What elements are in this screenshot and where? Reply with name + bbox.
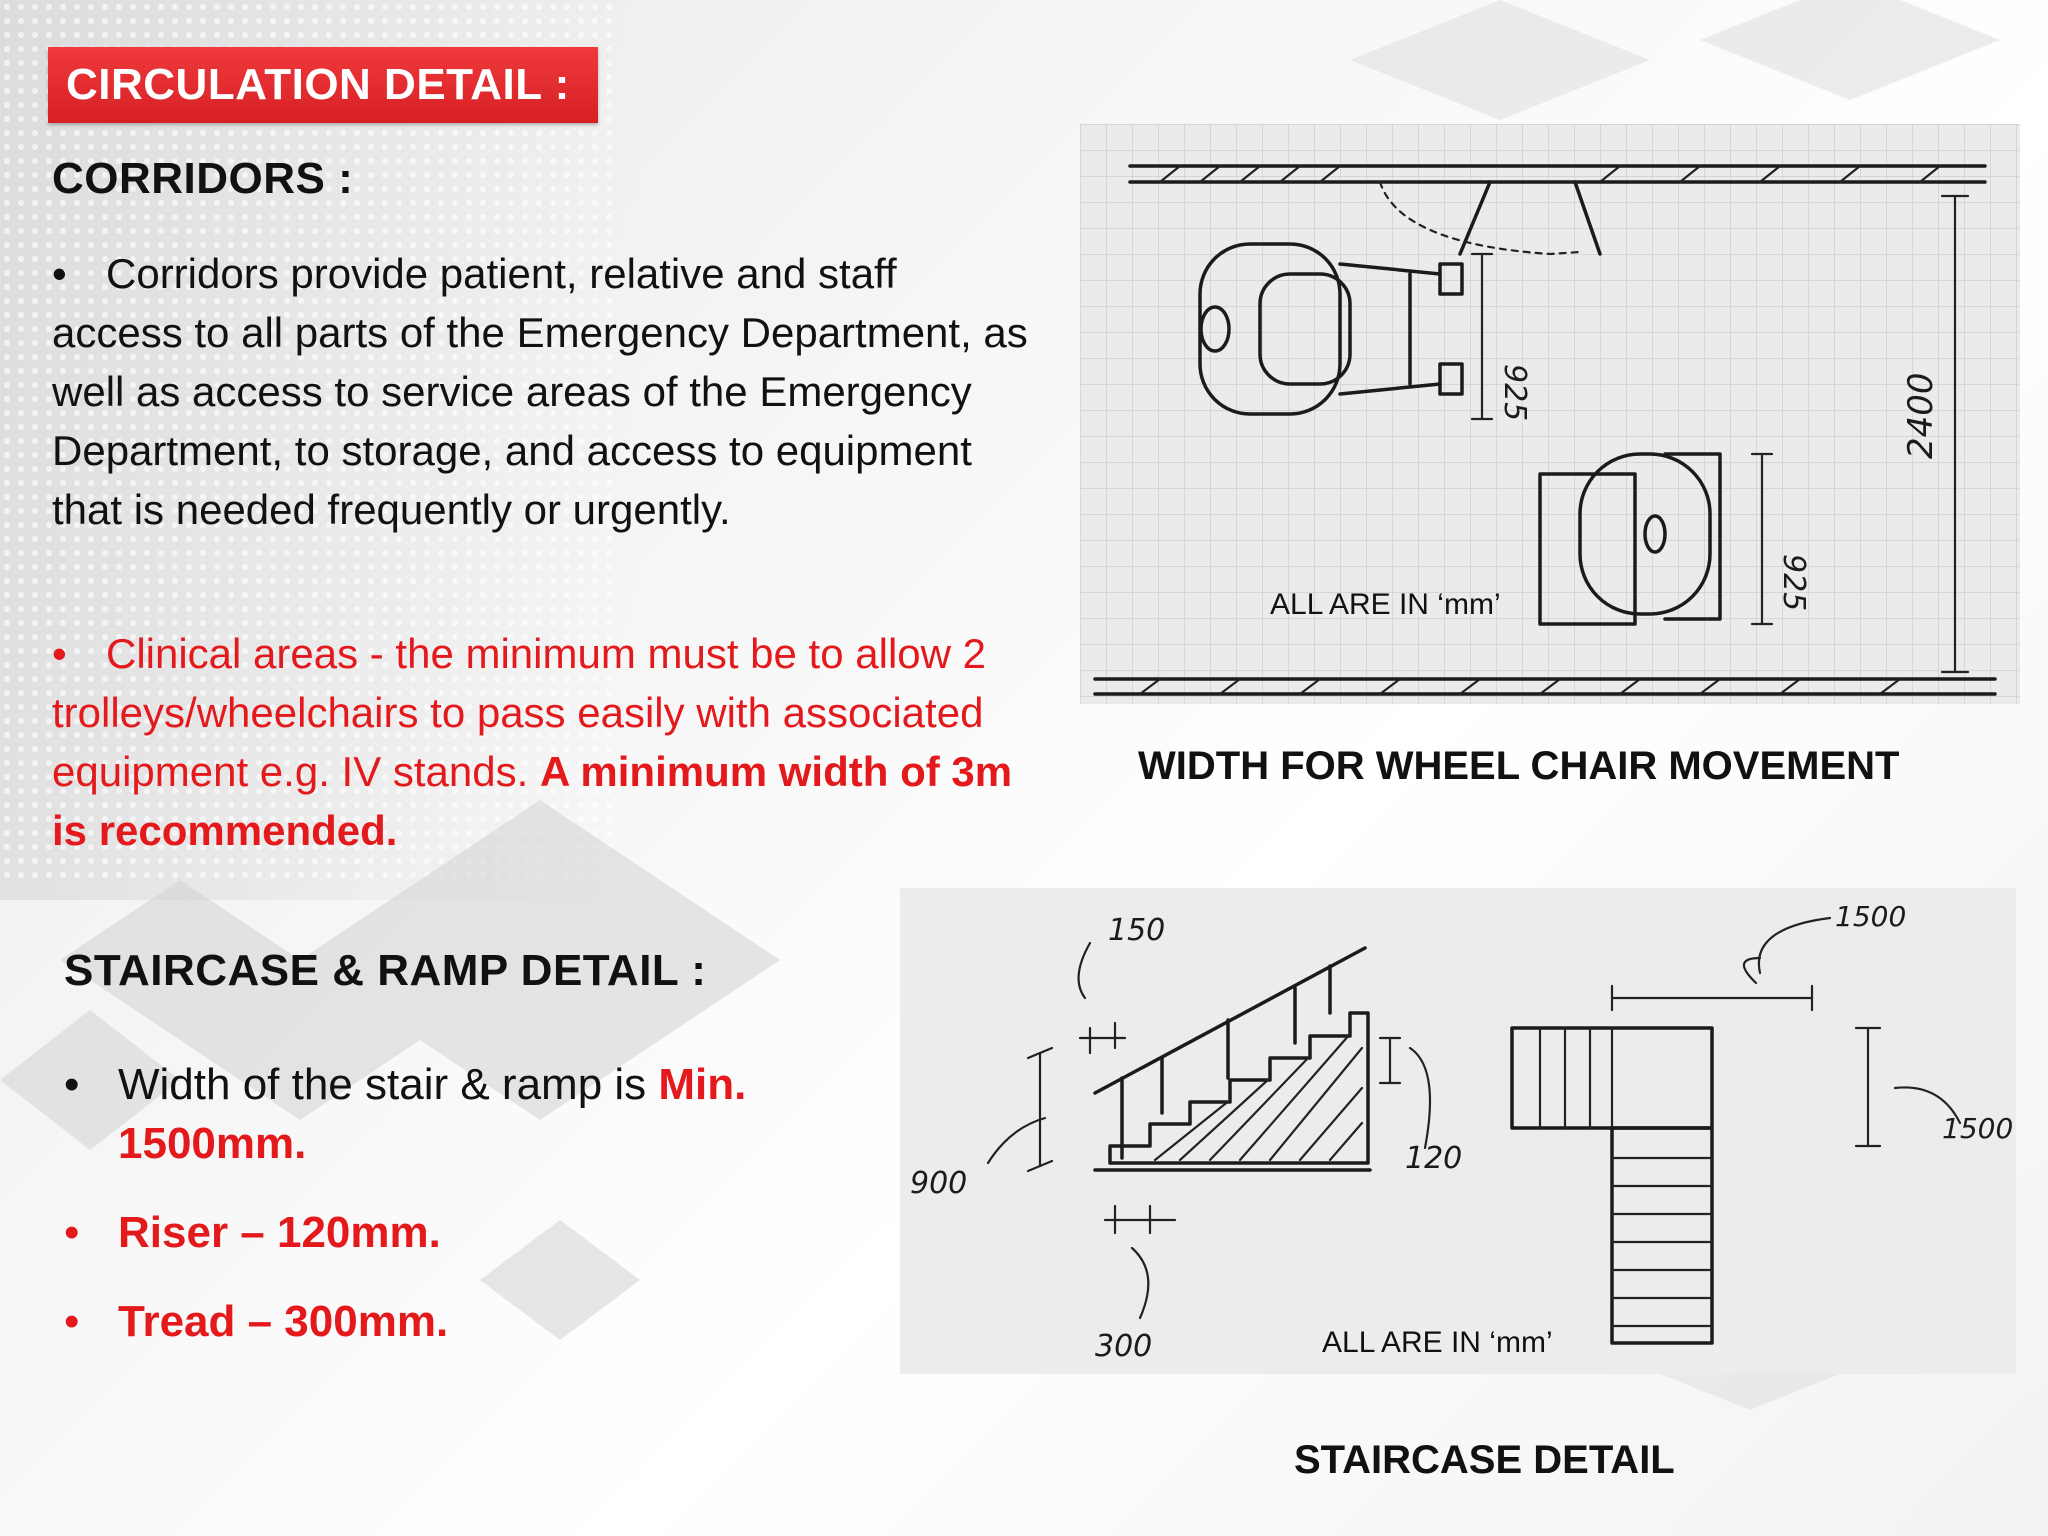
- label-120: 120: [1405, 1141, 1463, 1176]
- stair-plan: [1512, 1028, 1712, 1343]
- stair-section-dimensions: [988, 943, 1430, 1318]
- staircase-item-riser: [64, 1203, 824, 1262]
- corridors-bullet-1: [52, 244, 1032, 539]
- staircase-item-tread-text: Tread – 300mm.: [118, 1297, 449, 1346]
- staircase-item-tread: [64, 1292, 824, 1351]
- staircase-units-note: ALL ARE IN ‘mm’: [1322, 1326, 1553, 1359]
- staircase-caption: STAIRCASE DETAIL: [1294, 1438, 1675, 1482]
- corridors-heading: CORRIDORS :: [52, 154, 354, 203]
- staircase-item-width-text: Width of the stair & ramp is: [118, 1060, 647, 1109]
- wheelchair-sketch: [1080, 124, 2020, 704]
- staircase-item-width-value: Min. 1500mm.: [118, 1060, 747, 1168]
- wheelchair-caption: WIDTH FOR WHEEL CHAIR MOVEMENT: [1138, 744, 1900, 788]
- staircase-figure: [900, 888, 2016, 1374]
- corridors-bullet-1-text: Corridors provide patient, relative and staff access to all parts of the Emergency Department, as well as access to service areas of the Emergency Department, to storage, and access to equipment that is needed frequently or urgently.: [52, 250, 1028, 533]
- label-925-bottom: 925: [1776, 554, 1811, 612]
- corridors-bullet-2: [52, 624, 1032, 860]
- bullet-dot: •: [64, 1060, 80, 1109]
- label-300: 300: [1095, 1329, 1153, 1364]
- label-150: 150: [1108, 913, 1166, 948]
- corridors-bullet-2-text: Clinical areas - the minimum must be to allow 2 trolleys/wheelchairs to pass easily with associated equipment e.g. IV stands.: [52, 630, 986, 795]
- label-1500-side: 1500: [1942, 1112, 2014, 1145]
- label-2400: 2400: [1901, 372, 1941, 459]
- staircase-list: [64, 1055, 824, 1351]
- stair-section: [1095, 948, 1370, 1170]
- label-1500-top: 1500: [1835, 900, 1907, 933]
- staircase-item-riser-text: Riser – 120mm.: [118, 1208, 441, 1257]
- staircase-item-width: [64, 1055, 824, 1173]
- corridors-bullet-2-emphasis: A minimum width of 3m is recommended.: [52, 748, 1013, 854]
- slide-title: CIRCULATION DETAIL :: [48, 47, 598, 123]
- bullet-dot: •: [64, 1297, 80, 1346]
- bullet-dot: •: [52, 630, 67, 677]
- stair-plan-dimensions: [1612, 918, 1960, 1146]
- wheelchair-units-note: ALL ARE IN ‘mm’: [1270, 588, 1501, 621]
- staircase-sketch: [900, 888, 2016, 1374]
- wheelchair-figure: [1080, 124, 2020, 704]
- label-925-top: 925: [1497, 364, 1532, 422]
- staircase-heading: STAIRCASE & RAMP DETAIL :: [64, 946, 707, 995]
- label-900: 900: [910, 1166, 968, 1201]
- bullet-dot: •: [52, 250, 67, 297]
- bullet-dot: •: [64, 1208, 80, 1257]
